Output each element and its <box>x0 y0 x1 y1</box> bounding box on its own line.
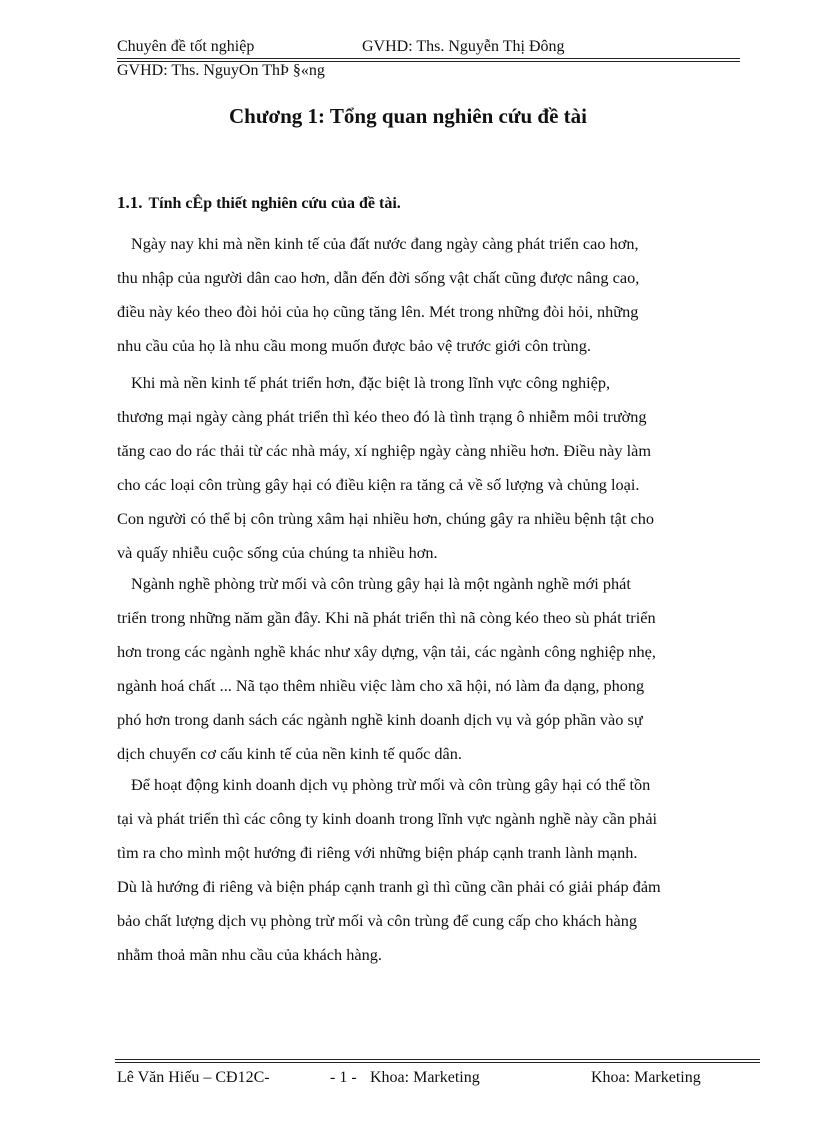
paragraph-line: phó hơn trong danh sách các ngành nghề kinh doanh dịch vụ và góp phần vào sự <box>117 710 643 729</box>
footer-page-number: - 1 - <box>330 1069 357 1086</box>
chapter-title: Chương 1: Tổng quan nghiên cứu đề tài <box>229 104 587 128</box>
section-number: 1.1. <box>117 193 143 212</box>
paragraph-line: điều này kéo theo đòi hỏi của họ cũng tăng lên. Mét trong những đòi hỏi, những <box>117 302 639 321</box>
paragraph-line: bảo chất lượng dịch vụ phòng trừ mối và côn trùng để cung cấp cho khách hàng <box>117 911 637 930</box>
footer-rule-2 <box>115 1062 760 1063</box>
paragraph-3 <box>117 574 760 778</box>
paragraph-line: Dù là hướng đi riêng và biện pháp cạnh tranh gì thì cũng cần phải có giải pháp đảm <box>117 877 661 896</box>
header-garbled: GVHD: Ths. NguyOn ThÞ §«ng <box>117 62 325 79</box>
paragraph-line: dịch chuyển cơ cấu kinh tế của nền kinh tế quốc dân. <box>117 744 462 763</box>
section-title: Tính cÊp thiết nghiên cứu của đề tài. <box>148 195 401 212</box>
paragraph-line: và quấy nhiễu cuộc sống của chúng ta nhiều hơn. <box>117 543 438 562</box>
paragraph-line: cho các loại côn trùng gây hại có điều kiện ra tăng cả về số lượng và chủng loại. <box>117 475 640 494</box>
paragraph-line: Ngành nghề phòng trừ mối và côn trùng gây hại là một ngành nghề mới phát <box>131 574 631 593</box>
paragraph-line: tăng cao do rác thải từ các nhà máy, xí nghiệp ngày càng nhiều hơn. Điều này làm <box>117 441 652 460</box>
footer-rule-1 <box>115 1059 760 1060</box>
paragraph-2 <box>117 373 760 577</box>
paragraph-line: thương mại ngày càng phát triển thì kéo theo đó là tình trạng ô nhiễm môi trường <box>117 407 647 426</box>
footer-faculty-inline: Khoa: Marketing <box>370 1069 480 1086</box>
paragraph-line: triển trong những năm gần đây. Khi nã phát triển thì nã còng kéo theo sù phát triển <box>117 608 656 627</box>
footer-faculty-right: Khoa: Marketing <box>591 1069 701 1086</box>
paragraph-line: hơn trong các ngành nghề khác như xây dựng, vận tải, các ngành công nghiệp nhẹ, <box>117 642 656 661</box>
section-heading <box>117 193 401 213</box>
paragraph-line: Để hoạt động kinh doanh dịch vụ phòng trừ mối và côn trùng gây hại có thể tồn <box>131 775 651 794</box>
paragraph-line: Con người có thể bị côn trùng xâm hại nhiều hơn, chúng gây ra nhiều bệnh tật cho <box>117 509 654 528</box>
header-left: Chuyên đề tốt nghiệp <box>117 38 255 55</box>
paragraph-line: thu nhập của người dân cao hơn, dẫn đến đời sống vật chất cũng được nâng cao, <box>117 268 640 287</box>
header-right: GVHD: Ths. Nguyễn Thị Đông <box>362 38 565 55</box>
paragraph-line: Khi mà nền kinh tế phát triển hơn, đặc biệt là trong lĩnh vực công nghiệp, <box>131 373 611 392</box>
paragraph-line: nhu cầu của họ là nhu cầu mong muốn được bảo vệ trước giới côn trùng. <box>117 336 591 355</box>
paragraph-4 <box>117 775 760 979</box>
paragraph-line: ngành hoá chất ... Nã tạo thêm nhiều việc làm cho xã hội, nó làm đa dạng, phong <box>117 676 645 695</box>
header-rule-1 <box>117 58 740 59</box>
footer-author: Lê Văn Hiếu – CĐ12C- <box>117 1069 270 1086</box>
paragraph-line: tìm ra cho mình một hướng đi riêng với những biện pháp cạnh tranh lành mạnh. <box>117 843 638 862</box>
paragraph-line: nhằm thoả mãn nhu cầu của khách hàng. <box>117 945 382 964</box>
paragraph-line: tại và phát triển thì các công ty kinh doanh trong lĩnh vực ngành nghề này cần phải <box>117 809 658 828</box>
paragraph-1 <box>117 234 760 370</box>
paragraph-line: Ngày nay khi mà nền kinh tế của đất nước đang ngày càng phát triển cao hơn, <box>131 234 639 253</box>
